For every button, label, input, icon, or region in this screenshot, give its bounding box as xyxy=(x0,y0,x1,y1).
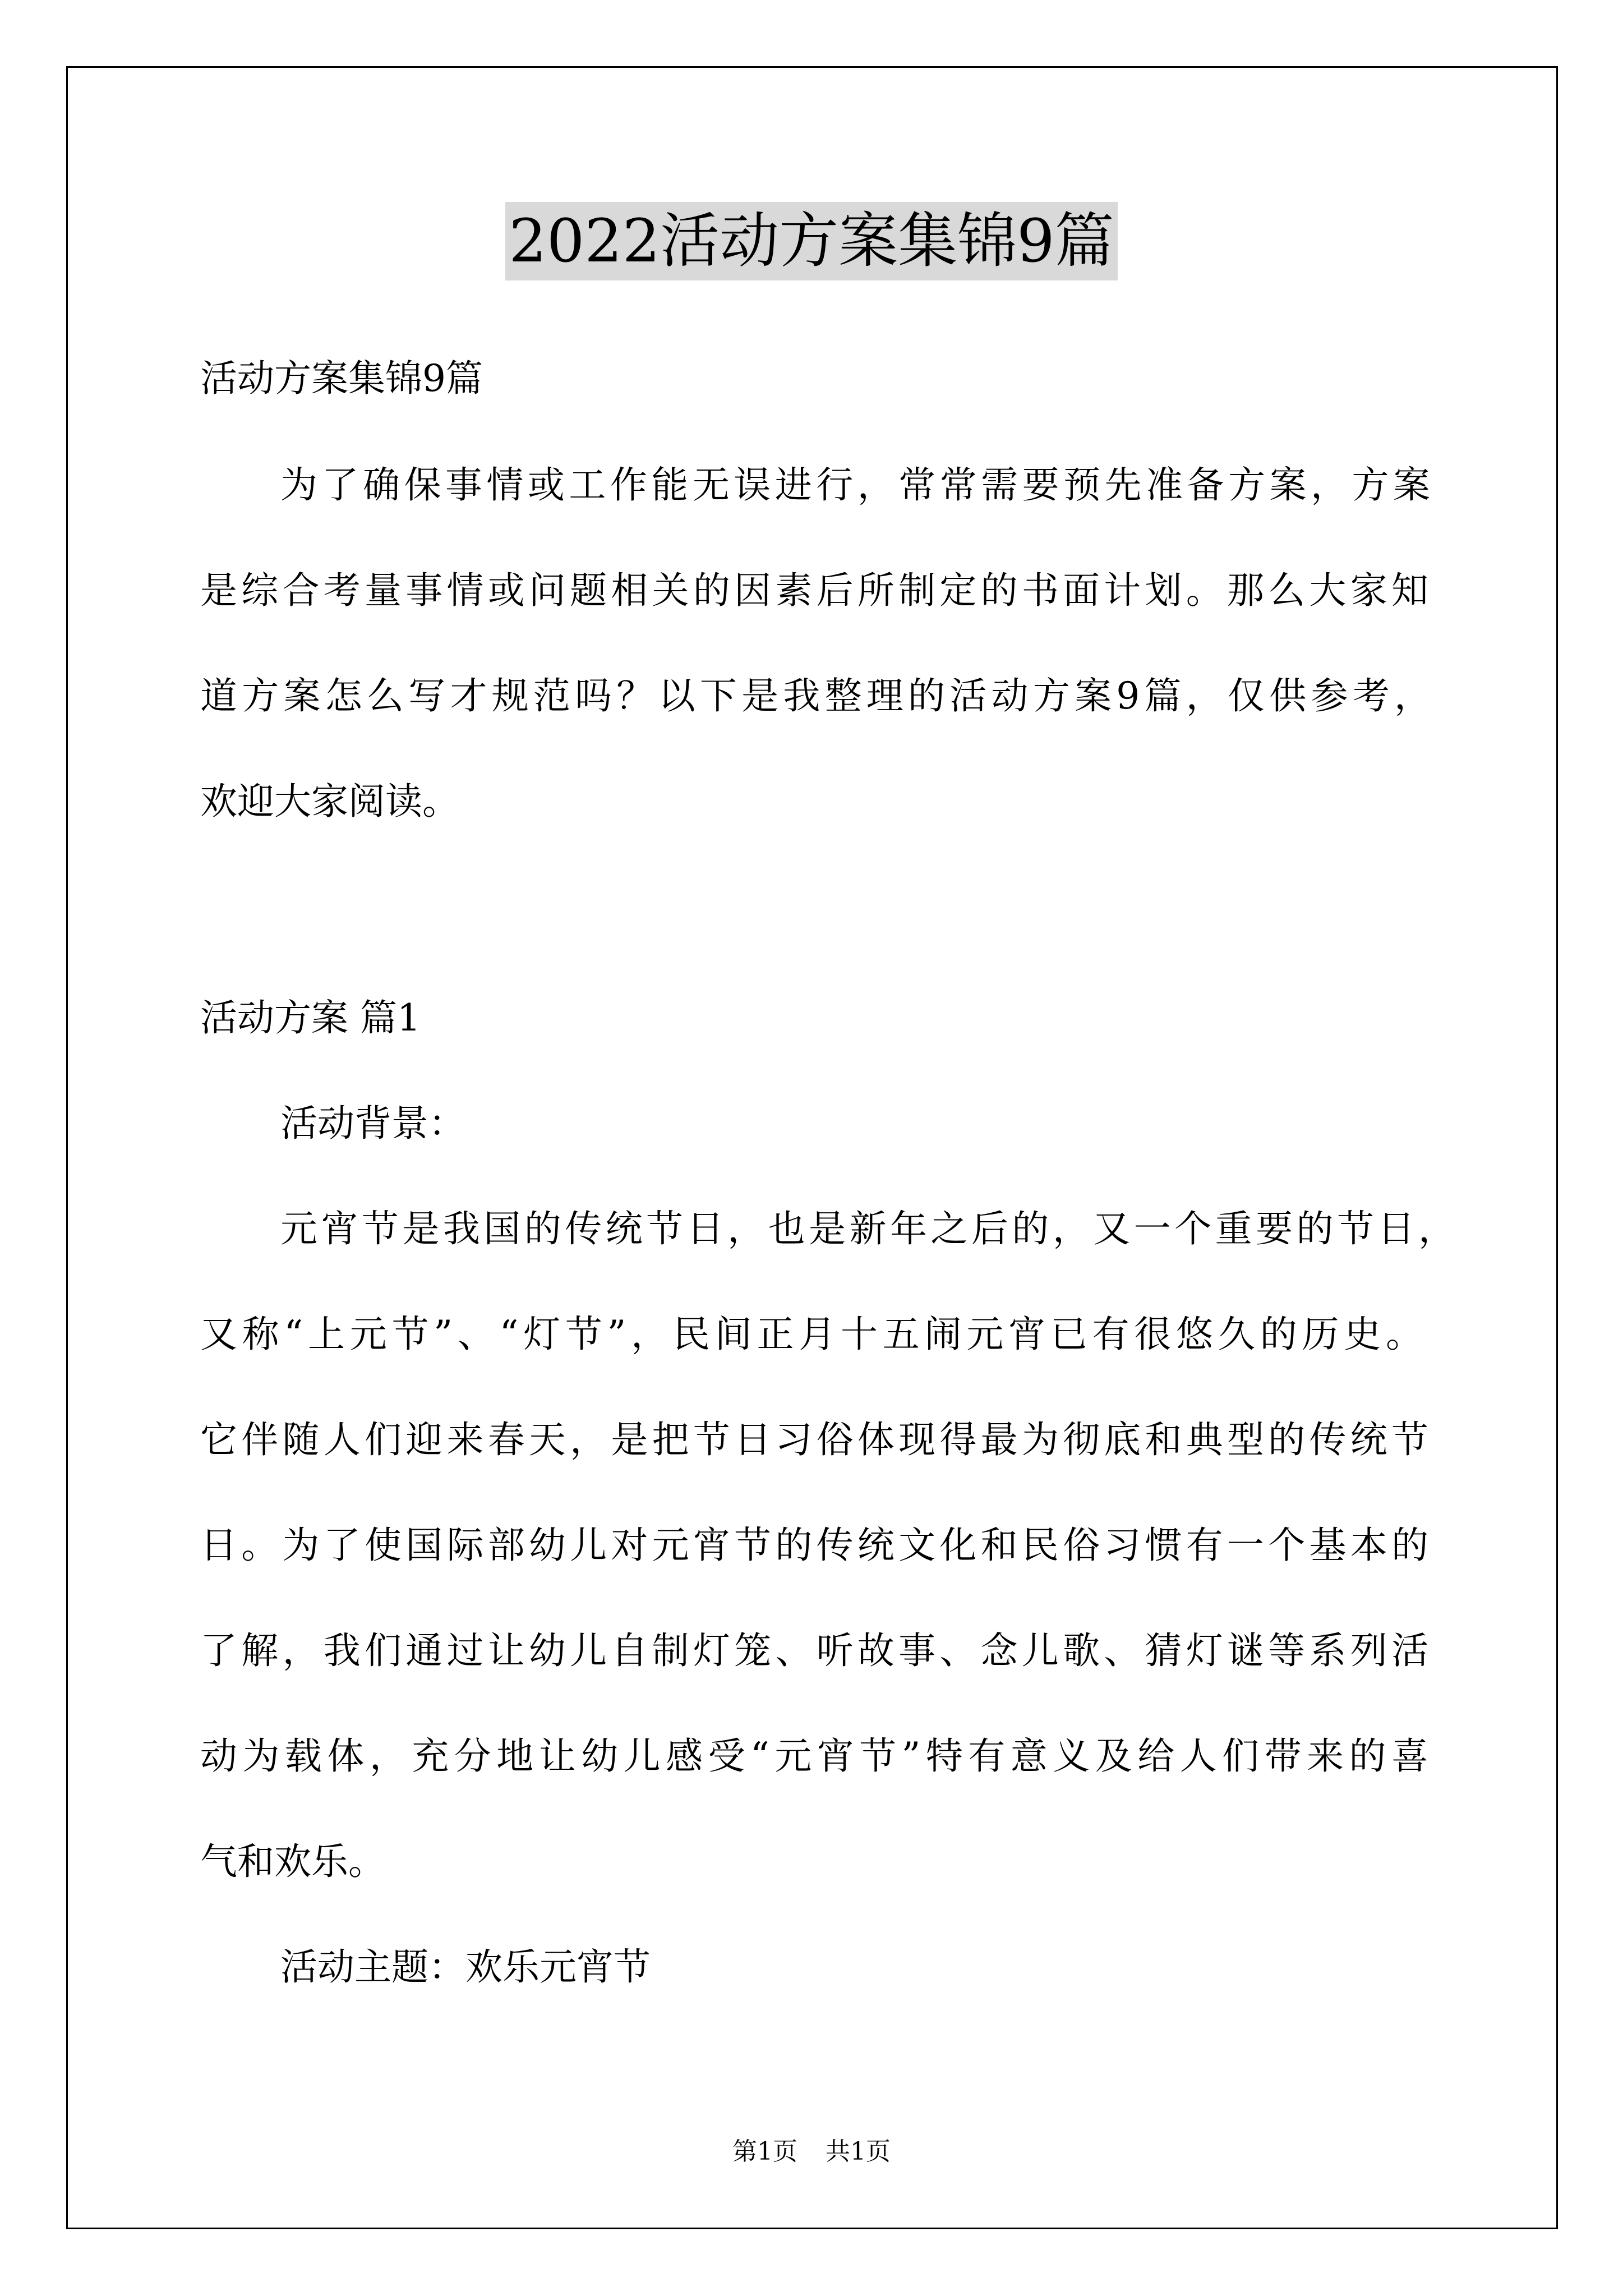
page-total: 共1页 xyxy=(826,2137,891,2166)
intro-line-2: 是综合考量事情或问题相关的因素后所制定的书面计划。那么大家知 xyxy=(200,569,1428,612)
theme-line: 活动主题：欢乐元宵节 xyxy=(280,1945,651,1989)
title-container xyxy=(0,202,1623,280)
background-line-2: 又称“上元节”、“灯节”，民间正月十五闹元宵已有很悠久的历史。 xyxy=(200,1313,1423,1356)
background-line-1: 元宵节是我国的传统节日，也是新年之后的，又一个重要的节日， xyxy=(280,1207,1455,1250)
background-line-7: 气和欢乐。 xyxy=(200,1840,385,1883)
page-number: 第1页 xyxy=(732,2137,797,2166)
background-line-6: 动为载体，充分地让幼儿感受“元宵节”特有意义及给人们带来的喜 xyxy=(200,1734,1428,1778)
intro-line-4: 欢迎大家阅读。 xyxy=(200,780,459,823)
background-line-4: 日。为了使国际部幼儿对元宵节的传统文化和民俗习惯有一个基本的 xyxy=(200,1524,1428,1567)
intro-line-1: 为了确保事情或工作能无误进行，常常需要预先准备方案，方案 xyxy=(280,463,1430,507)
document-title: 2022活动方案集锦9篇 xyxy=(505,202,1117,280)
section-heading: 活动方案 篇1 xyxy=(200,996,421,1039)
document-subtitle: 活动方案集锦9篇 xyxy=(200,357,483,400)
background-label: 活动背景： xyxy=(280,1102,465,1145)
page-footer xyxy=(0,2135,1623,2169)
intro-line-3: 道方案怎么写才规范吗？以下是我整理的活动方案9篇，仅供参考， xyxy=(200,674,1431,717)
background-line-3: 它伴随人们迎来春天，是把节日习俗体现得最为彻底和典型的传统节 xyxy=(200,1418,1428,1461)
background-line-5: 了解，我们通过让幼儿自制灯笼、听故事、念儿歌、猜灯谜等系列活 xyxy=(200,1629,1428,1672)
